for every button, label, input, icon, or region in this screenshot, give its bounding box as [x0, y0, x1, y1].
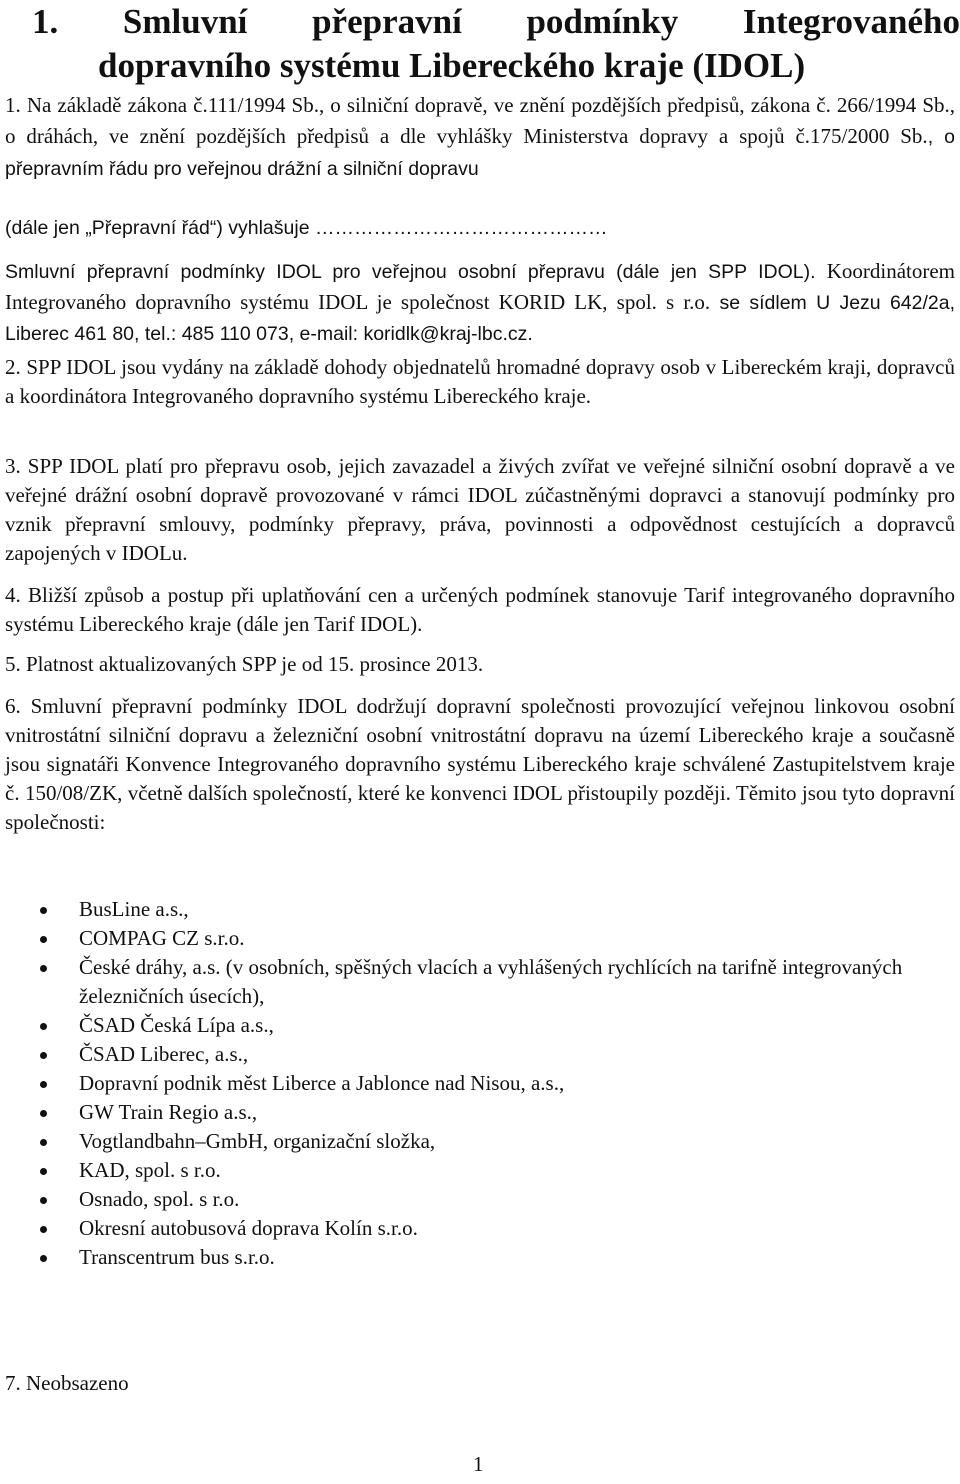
vyhlasuje-line: (dále jen „Přepravní řád“) vyhlašuje ……………………………………… [5, 217, 608, 239]
list-item: Okresní autobusová doprava Kolín s.r.o. [0, 1214, 960, 1243]
bullet-icon [40, 1197, 47, 1204]
bullet-icon [40, 1168, 47, 1175]
paragraph-5: 5. Platnost aktualizovaných SPP je od 15. prosince 2013. [5, 652, 484, 676]
paragraph-6: 6. Smluvní přepravní podmínky IDOL dodržují dopravní společnosti provozující veřejnou linkovou osobní vnitrostátní silniční dopravu a železniční osobní vnitrostátní dopravu na území Libereckého kraje a současně jsou signatáři Konvence Integrovaného dopravního systému Libereckého kraje schválené Zastupitelstvem kraje č. 150/08/ZK, včetně dalších společností, které ke konvenci IDOL přistoupily později. Těmito jsou tyto dopravní společnosti: [5, 694, 955, 834]
bullet-icon [40, 965, 47, 972]
title-line-1: 1. Smluvní přepravní podmínky Integrovaného [32, 2, 960, 41]
coordinator-contact: se sídlem U Jezu 642/2a, Liberec 461 80, tel.: 485 110 073, e-mail: koridlk@kraj-lbc.cz. [5, 292, 956, 345]
bullet-icon [40, 1139, 47, 1146]
bullet-icon [40, 1255, 47, 1262]
list-item: COMPAG CZ s.r.o. [0, 924, 960, 953]
list-item: GW Train Regio a.s., [0, 1098, 960, 1127]
bullet-icon [40, 1110, 47, 1117]
list-item: České dráhy, a.s. (v osobních, spěšných vlacích a vyhlášených rychlících na tarifně integrovaných železničních úsecích), [0, 953, 960, 1011]
list-item: Osnado, spol. s r.o. [0, 1185, 960, 1214]
paragraph-1b [5, 256, 955, 349]
company-list [0, 895, 960, 1272]
paragraph-4: 4. Bližší způsob a postup při uplatňování cen a určených podmínek stanovuje Tarif integrovaného dopravního systému Libereckého kraje (dále jen Tarif IDOL). [5, 583, 955, 636]
paragraph-1 [5, 90, 955, 185]
bullet-icon [40, 1023, 47, 1030]
bullet-icon [40, 907, 47, 914]
coordinator-text: Koordinátorem Integrovaného dopravního systému IDOL je společnost KORID LK, spol. s r.o. [5, 259, 956, 314]
list-item: KAD, spol. s r.o. [0, 1156, 960, 1185]
list-item: BusLine a.s., [0, 895, 960, 924]
page-number: 1 [473, 1452, 484, 1476]
paragraph-1-text-sans: , o přepravním řádu pro veřejnou drážní a silniční dopravu [5, 126, 955, 180]
spp-declaration: Smluvní přepravní podmínky IDOL pro veřejnou osobní přepravu (dále jen SPP IDOL). [5, 261, 816, 283]
paragraph-3: 3. SPP IDOL platí pro přepravu osob, jejich zavazadel a živých zvířat ve veřejné silniční osobní dopravě a ve veřejné drážní osobní dopravě provozované v rámci IDOL zúčastněnými dopravci a stanovují podmínky pro vznik přepravní smlouvy, podmínky přepravy, práva, povinnosti a odpovědnost cestujících a dopravců zapojených v IDOLu. [5, 454, 955, 565]
paragraph-1-text: 1. Na základě zákona č.111/1994 Sb., o silniční dopravě, ve znění pozdějších předpisů, zákona č. 266/1994 Sb., o dráhách, ve znění pozdějších předpisů a dle vyhlášky Ministerstva dopravy a spojů č.175/2000 Sb. [5, 93, 955, 148]
bullet-icon [40, 1052, 47, 1059]
list-item: Transcentrum bus s.r.o. [0, 1243, 960, 1272]
page-title [32, 0, 960, 88]
list-item: ČSAD Liberec, a.s., [0, 1040, 960, 1069]
list-item: ČSAD Česká Lípa a.s., [0, 1011, 960, 1040]
paragraph-2: 2. SPP IDOL jsou vydány na základě dohody objednatelů hromadné dopravy osob v Libereckém kraji, dopravců a koordinátora Integrovaného dopravního systému Libereckého kraje. [5, 355, 955, 408]
title-line-2: dopravního systému Libereckého kraje (IDOL) [98, 46, 806, 85]
paragraph-7: 7. Neobsazeno [5, 1371, 129, 1395]
bullet-icon [40, 1226, 47, 1233]
bullet-icon [40, 936, 47, 943]
list-item: Vogtlandbahn–GmbH, organizační složka, [0, 1127, 960, 1156]
bullet-icon [40, 1081, 47, 1088]
list-item: Dopravní podnik měst Liberce a Jablonce nad Nisou, a.s., [0, 1069, 960, 1098]
